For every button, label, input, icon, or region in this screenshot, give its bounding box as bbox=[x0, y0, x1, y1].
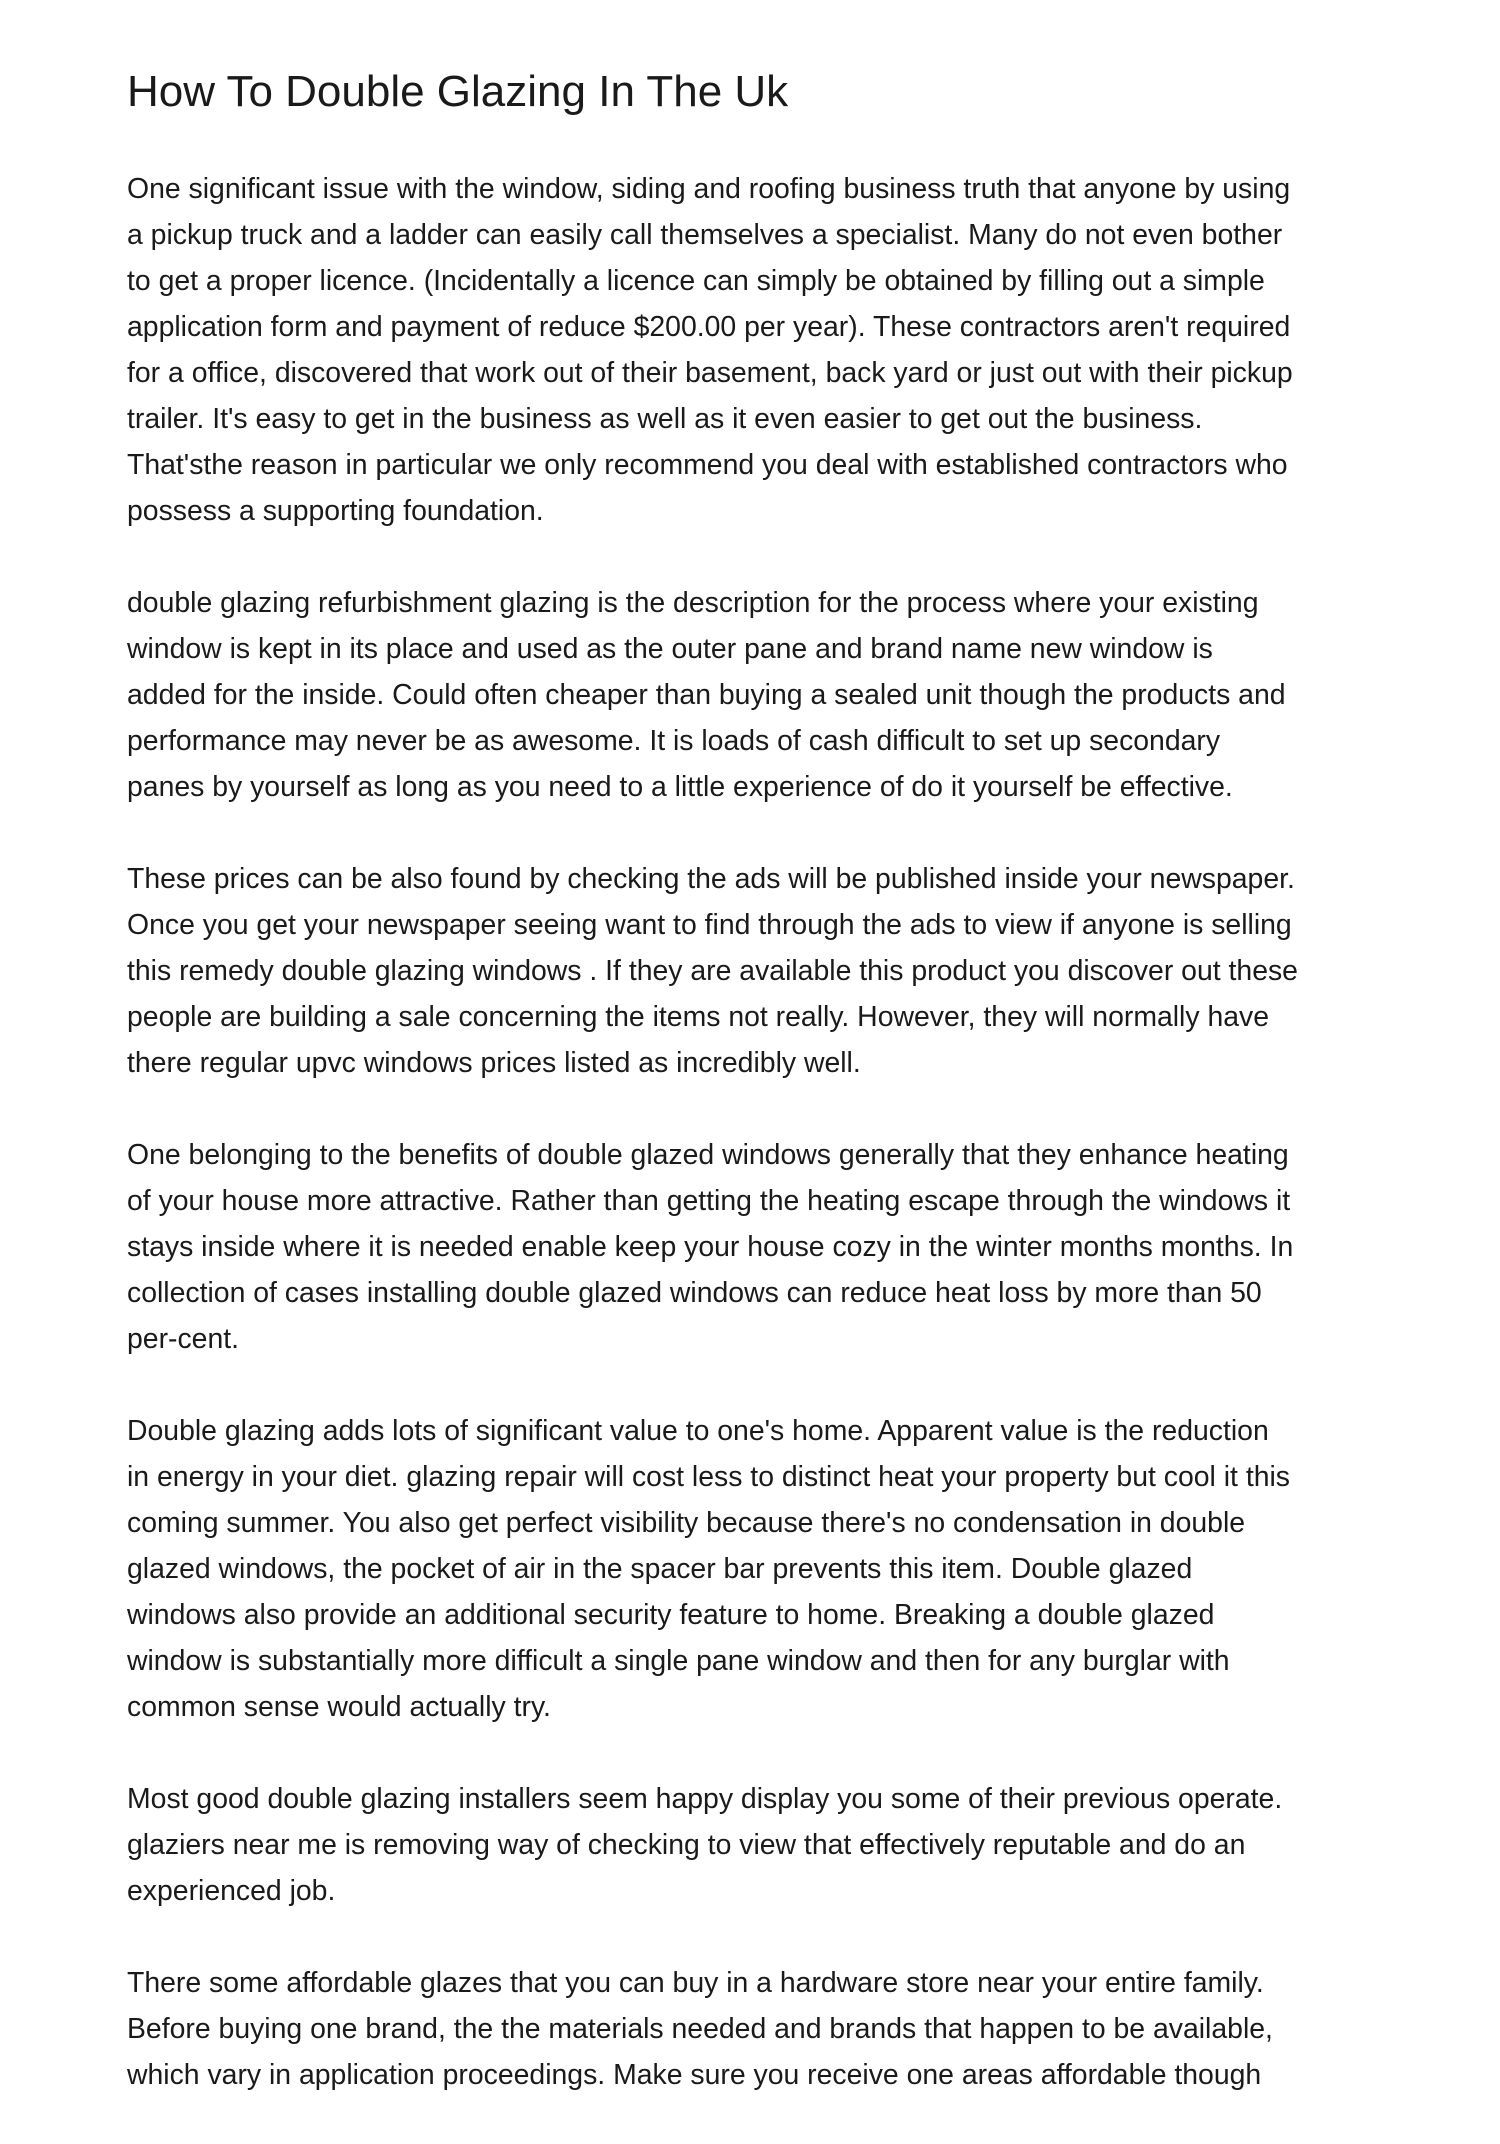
paragraph-line: Double glazing adds lots of significant value to one's home. Apparent value is the reduction bbox=[127, 1415, 1269, 1447]
paragraph-line: glaziers near me is removing way of checking to view that effectively reputable and do an bbox=[127, 1829, 1246, 1861]
paragraph-line: One belonging to the benefits of double glazed windows generally that they enhance heating bbox=[127, 1139, 1289, 1171]
body-paragraph bbox=[127, 1408, 1387, 1730]
paragraph-line: possess a supporting foundation. bbox=[127, 495, 544, 527]
paragraph-line: application form and payment of reduce $200.00 per year). These contractors aren't required bbox=[127, 311, 1291, 343]
paragraph-line: These prices can be also found by checking the ads will be published inside your newspaper. bbox=[127, 863, 1295, 895]
paragraph-line: a pickup truck and a ladder can easily call themselves a specialist. Many do not even bother bbox=[127, 219, 1283, 251]
paragraph-line: trailer. It's easy to get in the business as well as it even easier to get out the business. bbox=[127, 403, 1203, 435]
body-paragraph bbox=[127, 1776, 1387, 1914]
paragraph-line: performance may never be as awesome. It is loads of cash difficult to set up secondary bbox=[127, 725, 1221, 757]
paragraph-line: One significant issue with the window, siding and roofing business truth that anyone by using bbox=[127, 173, 1291, 205]
paragraph-line: Before buying one brand, the the materials needed and brands that happen to be available, bbox=[127, 2013, 1273, 2045]
paragraph-line: Once you get your newspaper seeing want to find through the ads to view if anyone is selling bbox=[127, 909, 1292, 941]
body-paragraph bbox=[127, 166, 1387, 534]
paragraph-line: added for the inside. Could often cheaper than buying a sealed unit though the products and bbox=[127, 679, 1286, 711]
document-title: How To Double Glazing In The Uk bbox=[127, 67, 789, 116]
paragraph-line: double glazing refurbishment glazing is the description for the process where your existing bbox=[127, 587, 1259, 619]
body-paragraph bbox=[127, 580, 1387, 810]
paragraph-line: which vary in application proceedings. Make sure you receive one areas affordable though bbox=[127, 2059, 1262, 2091]
paragraph-line: windows also provide an additional security feature to home. Breaking a double glazed bbox=[127, 1599, 1215, 1631]
paragraph-line: window is kept in its place and used as the outer pane and brand name new window is bbox=[127, 633, 1213, 665]
body-paragraph bbox=[127, 856, 1387, 1086]
paragraph-line: to get a proper licence. (Incidentally a licence can simply be obtained by filling out a simple bbox=[127, 265, 1265, 297]
paragraph-line: of your house more attractive. Rather than getting the heating escape through the windows it bbox=[127, 1185, 1291, 1217]
paragraph-line: stays inside where it is needed enable keep your house cozy in the winter months months. In bbox=[127, 1231, 1294, 1263]
paragraph-line: common sense would actually try. bbox=[127, 1691, 551, 1723]
paragraph-line: for a office, discovered that work out of their basement, back yard or just out with their pickup bbox=[127, 357, 1293, 389]
body-paragraph bbox=[127, 1960, 1387, 2098]
paragraph-line: Most good double glazing installers seem happy display you some of their previous operate. bbox=[127, 1783, 1283, 1815]
document-page bbox=[127, 62, 1387, 2144]
paragraph-line: coming summer. You also get perfect visibility because there's no condensation in double bbox=[127, 1507, 1246, 1539]
body-paragraph bbox=[127, 1132, 1387, 1362]
paragraph-line: there regular upvc windows prices listed as incredibly well. bbox=[127, 1047, 861, 1079]
document-body bbox=[127, 166, 1387, 2098]
paragraph-line: this remedy double glazing windows . If they are available this product you discover out these bbox=[127, 955, 1298, 987]
paragraph-line: That'sthe reason in particular we only recommend you deal with established contractors who bbox=[127, 449, 1288, 481]
paragraph-line: window is substantially more difficult a single pane window and then for any burglar with bbox=[127, 1645, 1230, 1677]
paragraph-line: There some affordable glazes that you can buy in a hardware store near your entire family. bbox=[127, 1967, 1264, 1999]
paragraph-line: collection of cases installing double glazed windows can reduce heat loss by more than 50 bbox=[127, 1277, 1262, 1309]
paragraph-line: in energy in your diet. glazing repair will cost less to distinct heat your property but cool it this bbox=[127, 1461, 1291, 1493]
paragraph-line: glazed windows, the pocket of air in the spacer bar prevents this item. Double glazed bbox=[127, 1553, 1193, 1585]
paragraph-line: per-cent. bbox=[127, 1323, 240, 1355]
paragraph-line: experienced job. bbox=[127, 1875, 336, 1907]
paragraph-line: panes by yourself as long as you need to a little experience of do it yourself be effective. bbox=[127, 771, 1233, 803]
paragraph-line: people are building a sale concerning the items not really. However, they will normally have bbox=[127, 1001, 1270, 1033]
